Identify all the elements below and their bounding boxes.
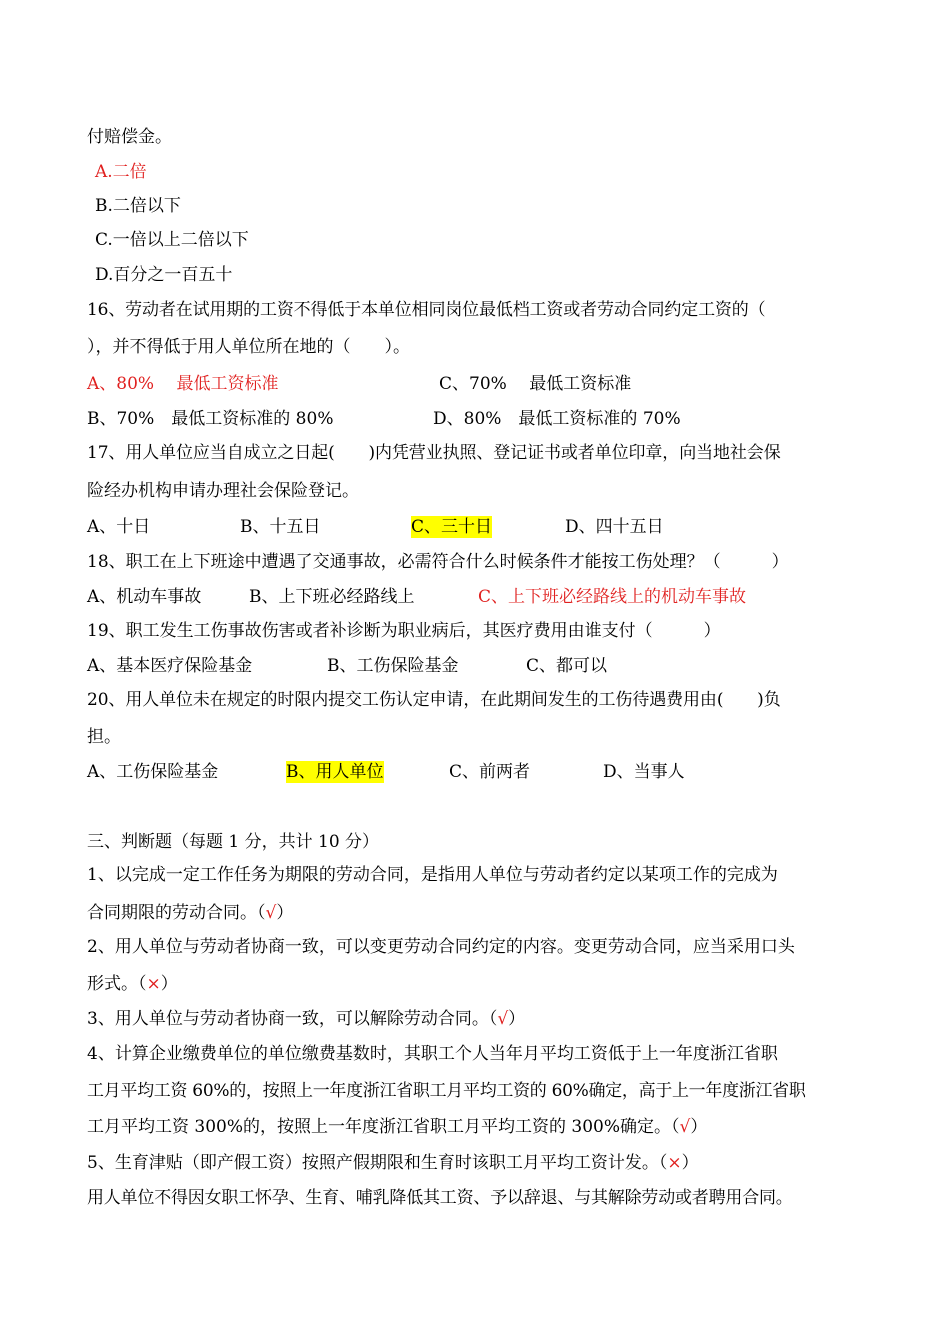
tf-q2-line1: 2、用人单位与劳动者协商一致，可以变更劳动合同约定的内容。变更劳动合同，应当采用口头 [87,937,795,957]
tf-q5-answer-mark: × [667,1153,682,1173]
q16-text-line2: ），并不得低于用人单位所在地的（ ）。 [87,337,410,357]
q17-option-d: D、四十五日 [565,517,664,537]
tf-q1-line2: 合同期限的劳动合同。（√） [87,903,294,923]
tf-q2-line2: 形式。（×） [87,974,178,994]
q17-option-b: B、十五日 [240,517,321,537]
q19-option-c: C、都可以 [526,656,608,676]
q16-option-d: D、80% 最低工资标准的 70% [433,409,681,429]
tf-q5-line1: 5、生育津贴（即产假工资）按照产假期限和生育时该职工月平均工资计发。（×） [87,1153,699,1173]
q16-option-b: B、70% 最低工资标准的 80% [87,409,334,429]
tf-q4-line3: 工月平均工资 300%的，按照上一年度浙江省职工月平均工资的 300%确定。（√） [87,1117,708,1137]
q17-text-line2: 险经办机构申请办理社会保险登记。 [87,481,359,501]
q19-text-line1: 19、职工发生工伤事故伤害或者补诊断为职业病后，其医疗费用由谁支付（ ） [87,621,721,641]
q18-option-a: A、机动车事故 [87,587,202,607]
q17-option-a: A、十日 [87,517,151,537]
q16-option-c: C、70% 最低工资标准 [439,374,632,394]
q20-option-a: A、工伤保险基金 [87,762,219,782]
tf-q1-line1: 1、以完成一定工作任务为期限的劳动合同，是指用人单位与劳动者约定以某项工作的完成为 [87,865,778,885]
tf-q3-line1: 3、用人单位与劳动者协商一致，可以解除劳动合同。（√） [87,1009,526,1029]
q20-text-line1: 20、用人单位未在规定的时限内提交工伤认定申请，在此期间发生的工伤待遇费用由( )负 [87,690,781,710]
q15-option-a: A.二倍 [95,162,147,182]
q17-option-c: C、三十日 [411,517,493,537]
q20-text-line2: 担。 [87,727,121,747]
q15-continuation: 付赔偿金。 [87,127,172,147]
q20-option-d: D、当事人 [603,762,685,782]
q20-option-c: C、前两者 [449,762,531,782]
section-heading: 三、判断题（每题 1 分，共计 10 分） [87,832,380,852]
q18-text-line1: 18、职工在上下班途中遭遇了交通事故，必需符合什么时候条件才能按工伤处理？（ ） [87,552,789,572]
q15-option-b: B.二倍以下 [95,196,181,216]
q16-option-a: A、80% 最低工资标准 [87,374,279,394]
q19-option-b: B、工伤保险基金 [327,656,459,676]
q18-option-b: B、上下班必经路线上 [249,587,415,607]
tf-q4-line1: 4、计算企业缴费单位的单位缴费基数时，其职工个人当年月平均工资低于上一年度浙江省职 [87,1044,778,1064]
q15-option-d: D.百分之一百五十 [95,265,233,285]
q15-option-c: C.一倍以上二倍以下 [95,230,249,250]
tf-q4-line2: 工月平均工资 60%的，按照上一年度浙江省职工月平均工资的 60%确定，高于上一年度浙江省职 [87,1081,806,1101]
q18-option-c: C、上下班必经路线上的机动车事故 [478,587,747,607]
tf-q3-answer-mark: √ [497,1009,509,1029]
closing-paragraph: 用人单位不得因女职工怀孕、生育、哺乳降低其工资、予以辞退、与其解除劳动或者聘用合同。 [87,1188,793,1208]
q19-option-a: A、基本医疗保险基金 [87,656,253,676]
q17-text-line1: 17、用人单位应当自成立之日起( )内凭营业执照、登记证书或者单位印章，向当地社会保 [87,443,781,463]
q16-text-line1: 16、劳动者在试用期的工资不得低于本单位相同岗位最低档工资或者劳动合同约定工资的（ [87,300,766,320]
q20-option-b: B、用人单位 [286,762,384,782]
tf-q2-answer-mark: × [146,974,161,994]
tf-q4-answer-mark: √ [679,1117,691,1137]
tf-q1-answer-mark: √ [265,903,277,923]
